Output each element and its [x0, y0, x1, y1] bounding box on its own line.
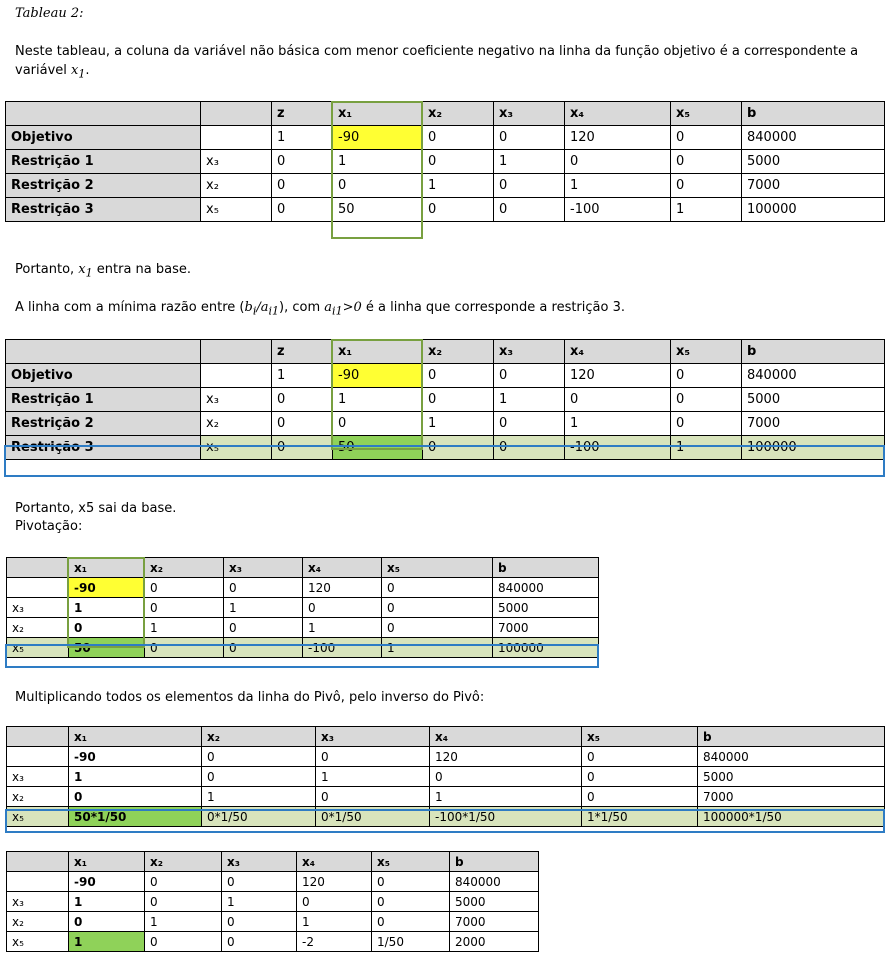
header-cell [7, 558, 69, 578]
row-label: x₂ [7, 912, 69, 932]
table-row [7, 892, 539, 912]
table-cell: 1 [69, 892, 145, 912]
table-cell: 2000 [450, 932, 539, 952]
header-cell: x₄ [430, 727, 582, 747]
header-cell: b [742, 102, 885, 126]
table-row [7, 872, 539, 892]
table-cell: 0 [272, 412, 333, 436]
table-cell: 0 [222, 912, 297, 932]
ratio-post: é a linha que corresponde a restrição 3. [361, 300, 625, 315]
pivot-row-cell: 1 [671, 436, 742, 460]
table-cell: 0 [423, 364, 494, 388]
table-cell: 1 [145, 618, 224, 638]
pivot-column-cell: -90 [333, 126, 423, 150]
leaves-text: Portanto, x5 sai da base. [15, 501, 177, 516]
intro-var-sub: 1 [78, 67, 86, 81]
header-cell: x₁ [333, 102, 423, 126]
table-cell: 0 [372, 892, 450, 912]
header-cell: x₅ [372, 852, 450, 872]
multiply-table-header [7, 727, 885, 747]
table-cell: 1 [69, 767, 202, 787]
row-label: x₅ [7, 807, 69, 827]
table-cell: 0 [202, 747, 316, 767]
header-cell: x₂ [202, 727, 316, 747]
table-cell: 0 [423, 150, 494, 174]
pivot-table [6, 557, 599, 658]
multiply-table [6, 726, 885, 827]
header-cell [201, 340, 272, 364]
table-cell: 0 [382, 598, 493, 618]
table-cell: 120 [565, 126, 671, 150]
row-label: Restrição 3 [6, 436, 201, 460]
pivot-element: 1 [69, 932, 145, 952]
table-cell: 0 [202, 767, 316, 787]
table-cell: 0 [316, 747, 430, 767]
table-cell: 0 [494, 412, 565, 436]
pivot-column-cell: 1 [69, 598, 145, 618]
table-cell: 5000 [450, 892, 539, 912]
header-cell: x₂ [423, 102, 494, 126]
header-cell: z [272, 340, 333, 364]
pivot-column-cell: 50 [333, 198, 423, 222]
table-cell: 840000 [698, 747, 885, 767]
table-cell: 0 [297, 892, 372, 912]
header-cell: x₅ [382, 558, 493, 578]
table-cell: 0 [145, 872, 222, 892]
table-cell: 1 [222, 892, 297, 912]
table-cell: -90 [69, 747, 202, 767]
table-cell: 0 [145, 598, 224, 618]
pivot-element: 50 [69, 638, 145, 658]
table-1-header [6, 102, 885, 126]
header-cell: x₄ [303, 558, 382, 578]
header-cell: x₃ [316, 727, 430, 747]
table-cell: 1 [565, 412, 671, 436]
header-cell: b [698, 727, 885, 747]
pivot-row-cell: x₅ [201, 436, 272, 460]
pivot-row-cell: -100 [565, 436, 671, 460]
table-cell: 0 [303, 598, 382, 618]
pivot-row [7, 807, 885, 827]
table-cell: 1 [272, 364, 333, 388]
header-cell: x₂ [423, 340, 494, 364]
header-cell: x₁ [333, 340, 423, 364]
table-cell: x₂ [201, 412, 272, 436]
header-cell: b [493, 558, 599, 578]
row-label: x₅ [7, 638, 69, 658]
enters-post: entra na base. [92, 262, 192, 277]
header-cell: x₁ [69, 558, 145, 578]
table-row [7, 578, 599, 598]
table-row [6, 412, 885, 436]
pivot-column-cell: -90 [333, 364, 423, 388]
result-table [6, 851, 539, 952]
header-cell [6, 340, 201, 364]
table-cell: 0 [372, 912, 450, 932]
ratio-i1: i1 [268, 304, 280, 318]
table-cell: 120 [430, 747, 582, 767]
header-cell [7, 727, 69, 747]
table-cell: 0 [272, 174, 333, 198]
row-label: x₃ [7, 598, 69, 618]
table-cell: 7000 [742, 412, 885, 436]
row-label: Objetivo [6, 364, 201, 388]
table-cell: 1 [297, 912, 372, 932]
table-row [7, 932, 539, 952]
table-row [7, 618, 599, 638]
table-cell: x₅ [201, 198, 272, 222]
table-cell: 0 [582, 787, 698, 807]
table-cell: 0 [494, 364, 565, 388]
pivot-label: Pivotação: [15, 519, 83, 534]
header-cell: x₃ [494, 102, 565, 126]
table-row [7, 767, 885, 787]
table-cell [201, 364, 272, 388]
table-cell: 7000 [698, 787, 885, 807]
ratio-i: i [252, 304, 257, 318]
table-cell: 120 [303, 578, 382, 598]
table-cell: 7000 [493, 618, 599, 638]
table-cell: 0 [430, 767, 582, 787]
table-cell: 120 [297, 872, 372, 892]
table-cell: 0 [565, 388, 671, 412]
table-cell: 0 [145, 892, 222, 912]
pivot-element: 50 [333, 436, 423, 460]
table-cell: 1 [202, 787, 316, 807]
intro-var: x [71, 63, 79, 78]
table-row [6, 150, 885, 174]
intro-line-1: Neste tableau, a coluna da variável não básica com menor coeficiente negativo na linha da função objetivo é a correspondente a [15, 44, 859, 59]
table-cell: 0 [565, 150, 671, 174]
header-cell: x₃ [224, 558, 303, 578]
enters-var: x [78, 262, 86, 277]
pivot-column-cell: 0 [333, 174, 423, 198]
row-label: Restrição 2 [6, 412, 201, 436]
header-cell: x₅ [582, 727, 698, 747]
pivot-column-cell: 1 [333, 150, 423, 174]
table-cell: 1 [272, 126, 333, 150]
row-label [7, 578, 69, 598]
table-cell: 1 [430, 787, 582, 807]
table-cell: 0 [494, 126, 565, 150]
table-cell: 1 [565, 174, 671, 198]
pivot-row-cell: 100000*1/50 [698, 807, 885, 827]
table-row [6, 174, 885, 198]
row-label: Restrição 1 [6, 388, 201, 412]
header-cell: b [450, 852, 539, 872]
ratio-a2: a [324, 300, 333, 315]
table-cell: 0 [671, 126, 742, 150]
table-cell: 1 [494, 150, 565, 174]
table-cell: x₂ [201, 174, 272, 198]
ratio-b: b [244, 300, 253, 315]
row-label [7, 747, 69, 767]
row-label: Restrição 1 [6, 150, 201, 174]
pivot-column-cell: 0 [333, 412, 423, 436]
table-cell: 0 [671, 364, 742, 388]
table-cell: -2 [297, 932, 372, 952]
intro-line-2-pre: variável [15, 63, 72, 78]
table-cell: 0 [423, 388, 494, 412]
pivot-row-cell: 1 [382, 638, 493, 658]
table-2-header [6, 340, 885, 364]
table-cell: 840000 [742, 126, 885, 150]
table-row [6, 388, 885, 412]
table-cell: -90 [69, 872, 145, 892]
table-cell: 1 [316, 767, 430, 787]
simplex-table-2 [5, 339, 885, 460]
table-cell: 5000 [742, 388, 885, 412]
header-cell: z [272, 102, 333, 126]
header-cell [7, 852, 69, 872]
row-label: Objetivo [6, 126, 201, 150]
intro-line-2-post: . [85, 63, 90, 78]
pivot-row-cell: -100*1/50 [430, 807, 582, 827]
table-row [7, 787, 885, 807]
table-cell: 0 [222, 872, 297, 892]
table-cell: 0 [582, 747, 698, 767]
ratio-i1b: i1 [332, 304, 343, 318]
row-label: x₃ [7, 892, 69, 912]
header-cell: x₂ [145, 558, 224, 578]
row-label: x₂ [7, 618, 69, 638]
pivot-row [6, 436, 885, 460]
table-cell: 840000 [450, 872, 539, 892]
pivot-column-cell: 1 [333, 388, 423, 412]
table-cell: 0 [671, 412, 742, 436]
pivot-row [7, 638, 599, 658]
table-cell: 0 [671, 174, 742, 198]
table-cell: 1 [423, 174, 494, 198]
table-cell: 1/50 [372, 932, 450, 952]
table-row [7, 912, 539, 932]
header-cell: x₁ [69, 727, 202, 747]
table-cell: 0 [224, 618, 303, 638]
pivot-element: 50*1/50 [69, 807, 202, 827]
table-cell: 0 [69, 787, 202, 807]
pivot-table-header [7, 558, 599, 578]
header-cell: x₅ [671, 340, 742, 364]
table-cell: 1 [494, 388, 565, 412]
table-cell: 0 [372, 872, 450, 892]
header-cell [201, 102, 272, 126]
ratio-pre: A linha com a mínima razão entre ( [15, 300, 245, 315]
intro-line-2 [15, 63, 90, 81]
pivot-column-cell: -90 [69, 578, 145, 598]
pivot-row-cell: 0 [224, 638, 303, 658]
pivot-row-cell: 100000 [493, 638, 599, 658]
table-cell: x₃ [201, 388, 272, 412]
table-cell: 0 [671, 150, 742, 174]
header-cell: x₄ [565, 340, 671, 364]
row-label: Restrição 2 [6, 174, 201, 198]
table-cell: 1 [224, 598, 303, 618]
header-cell: x₁ [69, 852, 145, 872]
pivot-row-cell: 1*1/50 [582, 807, 698, 827]
table-row [6, 126, 885, 150]
table-cell: 100000 [742, 198, 885, 222]
table-cell: 0 [145, 578, 224, 598]
table-cell: 5000 [742, 150, 885, 174]
table-cell: 0 [272, 150, 333, 174]
row-label: x₂ [7, 787, 69, 807]
header-cell: x₃ [494, 340, 565, 364]
pivot-row-cell: 0 [423, 436, 494, 460]
header-cell: x₅ [671, 102, 742, 126]
table-row [7, 598, 599, 618]
ratio-mid: ), com [279, 300, 325, 315]
table-row [6, 364, 885, 388]
pivot-row-cell: 0 [494, 436, 565, 460]
table-row [6, 198, 885, 222]
table-cell: 5000 [493, 598, 599, 618]
table-cell: 0 [316, 787, 430, 807]
table-cell: -100 [565, 198, 671, 222]
row-label: x₅ [7, 932, 69, 952]
row-label: x₃ [7, 767, 69, 787]
table-cell: 0 [224, 578, 303, 598]
enters-pre: Portanto, [15, 262, 79, 277]
table-cell: 1 [423, 412, 494, 436]
pivot-row-cell: 0 [272, 436, 333, 460]
header-cell: x₂ [145, 852, 222, 872]
ratio-text [15, 300, 625, 318]
table-cell: 0 [272, 198, 333, 222]
pivot-row-cell: -100 [303, 638, 382, 658]
header-cell: b [742, 340, 885, 364]
ratio-gt: >0 [342, 300, 362, 315]
table-cell: 120 [565, 364, 671, 388]
table-cell: 0 [382, 578, 493, 598]
table-cell: 0 [582, 767, 698, 787]
table-cell: 1 [671, 198, 742, 222]
enters-text [15, 262, 191, 280]
header-cell: x₃ [222, 852, 297, 872]
table-cell: 0 [423, 198, 494, 222]
pivot-column-cell: 0 [69, 618, 145, 638]
result-table-header [7, 852, 539, 872]
table-cell: 0 [382, 618, 493, 638]
table-cell: 5000 [698, 767, 885, 787]
table-cell: 0 [671, 388, 742, 412]
table-cell [201, 126, 272, 150]
table-cell: 0 [494, 174, 565, 198]
table-cell: 7000 [450, 912, 539, 932]
table-cell: 840000 [493, 578, 599, 598]
pivot-row-cell: 0*1/50 [202, 807, 316, 827]
pivot-row-cell: 100000 [742, 436, 885, 460]
table-cell: x₃ [201, 150, 272, 174]
header-cell: x₄ [297, 852, 372, 872]
table-cell: 0 [272, 388, 333, 412]
table-cell: 840000 [742, 364, 885, 388]
header-cell: x₄ [565, 102, 671, 126]
table-cell: 1 [303, 618, 382, 638]
table-cell: 1 [145, 912, 222, 932]
header-cell [6, 102, 201, 126]
pivot-row-cell: 0*1/50 [316, 807, 430, 827]
table-cell: 0 [69, 912, 145, 932]
table-cell: 7000 [742, 174, 885, 198]
row-label: Restrição 3 [6, 198, 201, 222]
table-cell: 0 [222, 932, 297, 952]
tableau-heading: Tableau 2: [15, 6, 84, 21]
table-cell: 0 [145, 932, 222, 952]
pivot-row-cell: 0 [145, 638, 224, 658]
ratio-slash: / [256, 300, 261, 315]
table-cell: 0 [494, 198, 565, 222]
ratio-a: a [260, 300, 269, 315]
multiply-text: Multiplicando todos os elementos da linha do Pivô, pelo inverso do Pivô: [15, 690, 485, 705]
table-row [7, 747, 885, 767]
simplex-table-1 [5, 101, 885, 222]
table-cell: 0 [423, 126, 494, 150]
row-label [7, 872, 69, 892]
enters-var-sub: 1 [85, 266, 93, 280]
